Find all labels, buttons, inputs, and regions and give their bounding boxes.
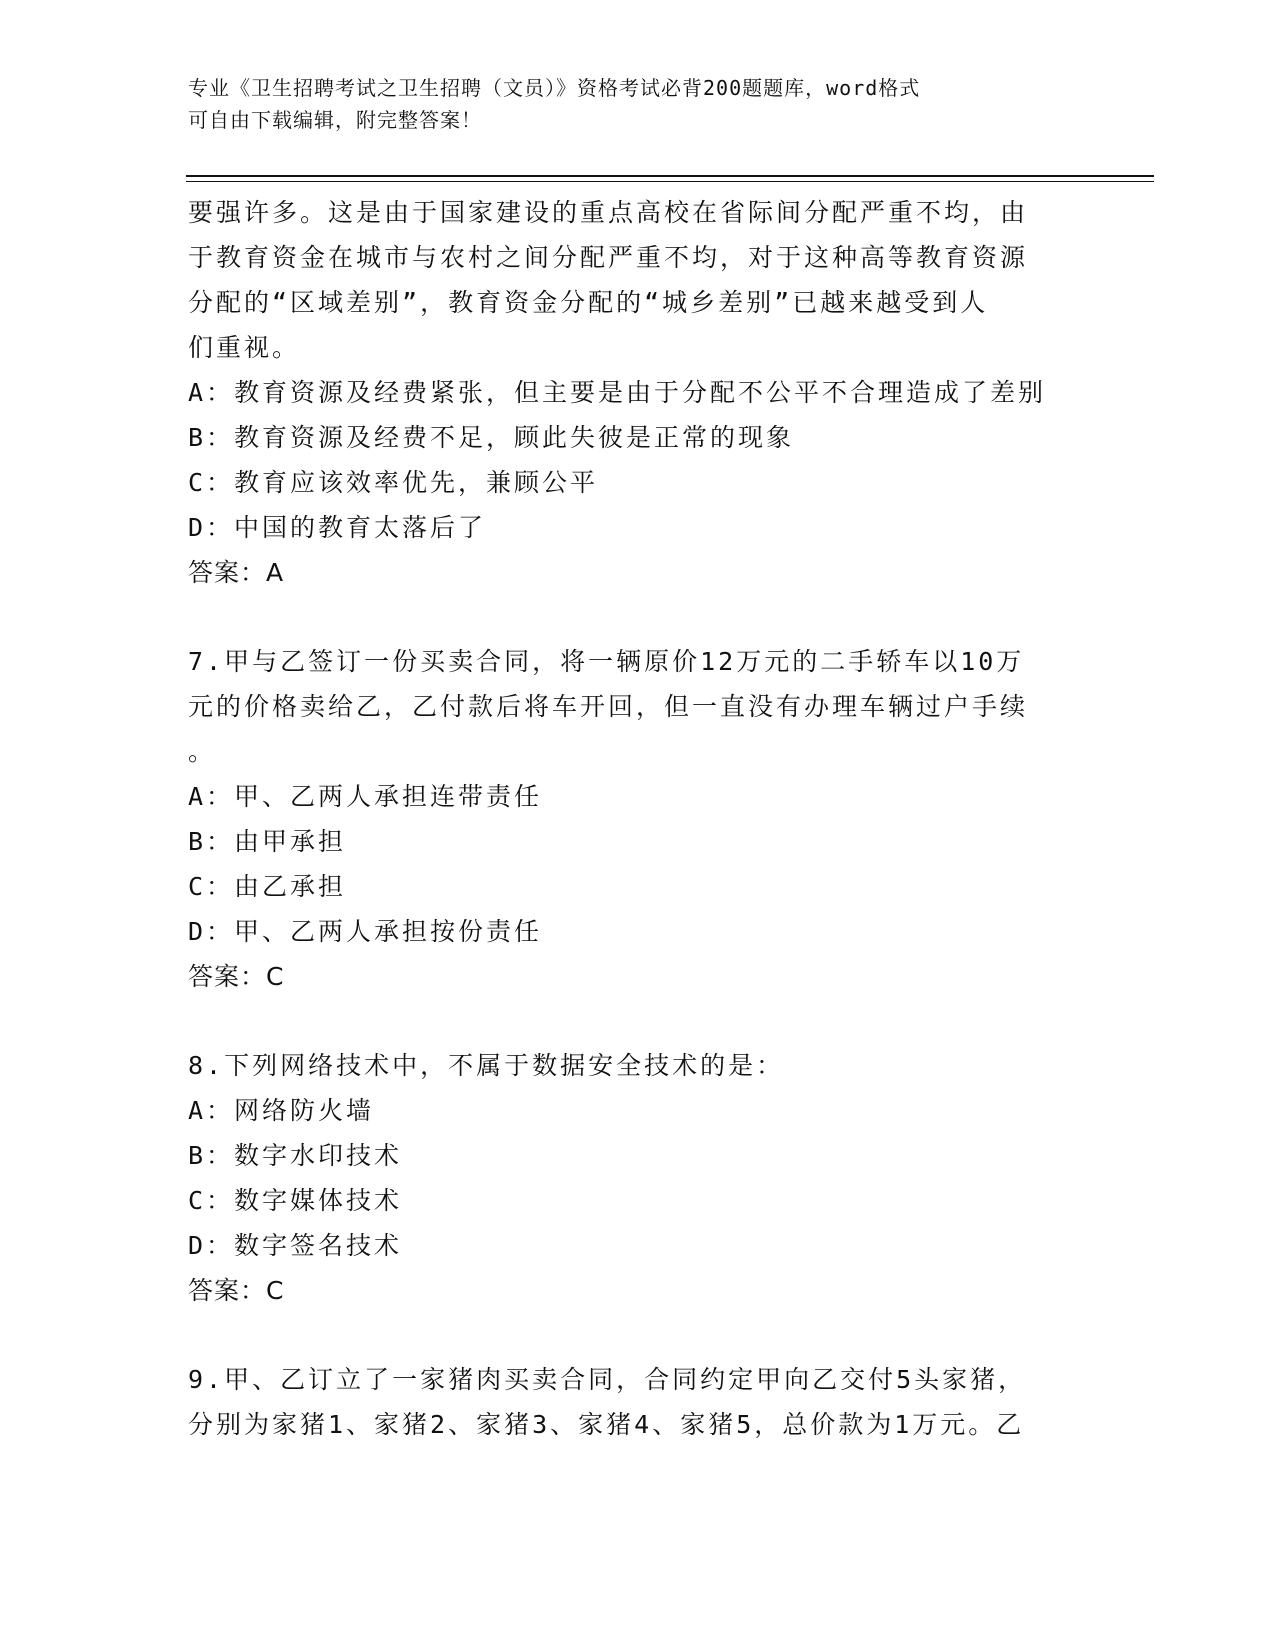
question-6-continued [188, 190, 1088, 595]
option-c: C：教育应该效率优先，兼顾公平 [188, 468, 599, 497]
answer: 答案：A [188, 558, 285, 587]
option-d: D：中国的教育太落后了 [188, 513, 487, 542]
question-text-line: 分别为家猪1、家猪2、家猪3、家猪4、家猪5，总价款为1万元。乙 [188, 1410, 1025, 1439]
question-text-line: 7.甲与乙签订一份买卖合同，将一辆原价12万元的二手轿车以10万 [188, 647, 1025, 676]
option-c: C：由乙承担 [188, 872, 347, 901]
question-text-line: 9.甲、乙订立了一家猪肉买卖合同，合同约定甲向乙交付5头家猪， [188, 1365, 1027, 1394]
question-text-line: 元的价格卖给乙，乙付款后将车开回，但一直没有办理车辆过户手续 [188, 692, 1029, 721]
option-b: B：教育资源及经费不足，顾此失彼是正常的现象 [188, 423, 795, 452]
option-d: D：甲、乙两人承担按份责任 [188, 917, 543, 946]
header-rule-thick [186, 175, 1154, 177]
question-text-line: 们重视。 [188, 333, 301, 362]
option-a: A：网络防火墙 [188, 1096, 375, 1125]
question-text-line: 于教育资金在城市与农村之间分配严重不均，对于这种高等教育资源 [188, 243, 1029, 272]
question-text-line: 分配的“区域差别”，教育资金分配的“城乡差别”已越来越受到人 [188, 288, 989, 317]
question-text-line: 要强许多。这是由于国家建设的重点高校在省际间分配严重不均，由 [188, 198, 1029, 227]
option-b: B：由甲承担 [188, 827, 347, 856]
question-7 [188, 639, 1088, 999]
question-body [188, 190, 1088, 1447]
question-9 [188, 1357, 1088, 1447]
answer: 答案：C [188, 1276, 285, 1305]
header-rule-thin [186, 181, 1154, 182]
question-text-line: 。 [188, 737, 217, 766]
option-c: C：数字媒体技术 [188, 1186, 403, 1215]
option-a: A：教育资源及经费紧张，但主要是由于分配不公平不合理造成了差别 [188, 378, 1047, 407]
document-header [188, 72, 1068, 136]
answer: 答案：C [188, 962, 285, 991]
header-line-2: 可自由下载编辑，附完整答案！ [188, 108, 482, 132]
option-b: B：数字水印技术 [188, 1141, 403, 1170]
question-8 [188, 1043, 1088, 1313]
option-a: A：甲、乙两人承担连带责任 [188, 782, 543, 811]
option-d: D：数字签名技术 [188, 1231, 403, 1260]
question-text-line: 8.下列网络技术中，不属于数据安全技术的是： [188, 1051, 785, 1080]
header-line-1: 专业《卫生招聘考试之卫生招聘（文员）》资格考试必背200题题库，word格式 [188, 76, 921, 100]
